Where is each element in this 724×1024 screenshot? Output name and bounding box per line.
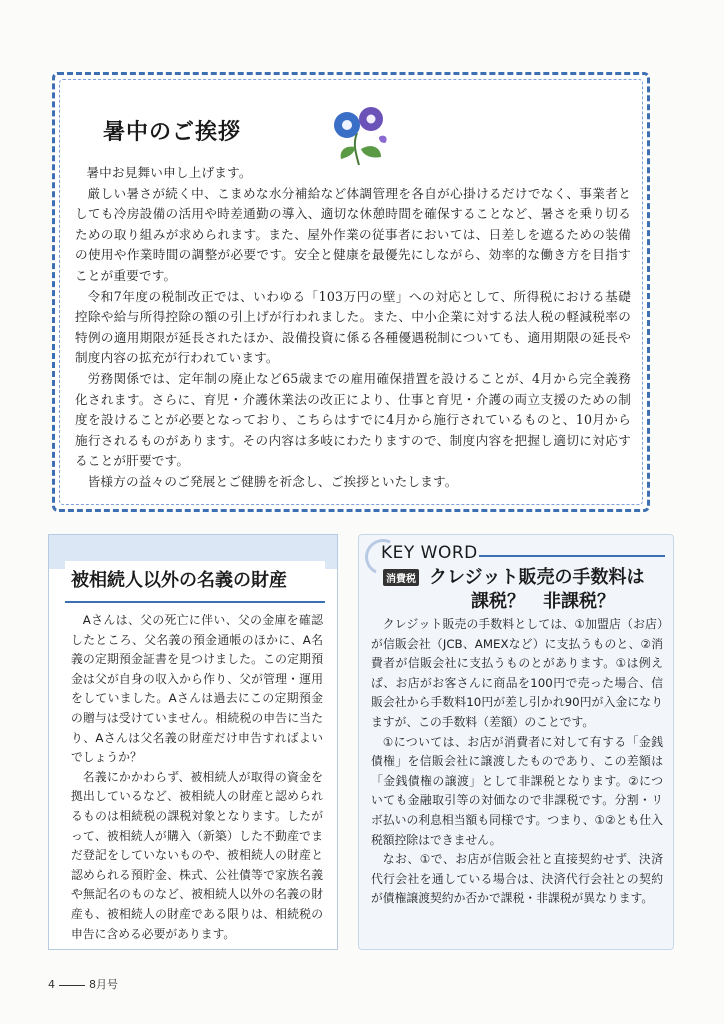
greeting-paragraph: 暑中お見舞い申し上げます。 [86,165,252,180]
keyword-article-body [371,615,663,909]
footer-dash [59,985,85,986]
greeting-paragraph: 厳しい暑さが続く中、こまめな水分補給など体調管理を各自が心掛けるだけでなく、事業者としても冷房設備の活用や時差通勤の導入、適切な休憩時間を確保することなど、暑さを乗り切るための取り組みが求められます。また、屋外作業の従事者においては、日差しを遮るための装備の使用や作業時間の調整が必要です。安全と健康を最優先にしながら、効率的な働き方を目指すことが重要です。 [75,185,631,283]
inheritance-article [48,534,338,950]
article-paragraph: 名義にかかわらず、被相続人が取得の資金を拠出しているなど、被相続人の財産と認められるものは相続税の課税対象となります。したがって、被相続人が購入（新築）した不動産でまだ登記をしていないものや、被相続人の財産と認められる預貯金、株式、公社債等で家族名義や無記名のものなど、被相続人以外の名義の財産も、被相続人の財産である限りは、相続税の申告に含める必要があります。 [71,769,323,941]
greeting-paragraph: 労務関係では、定年制の廃止など65歳までの雇用確保措置を設けることが、4月から完全義務化されます。さらに、育児・介護休業法の改正により、仕事と育児・介護の両立支援のための制度を設けることが必要となっており、こちらはすでに4月から施行されているものと、10月から施行されるものがあります。その内容は多岐にわたりますので、制度内容を把握し適切に対応することが肝要です。 [75,370,631,469]
keyword-article [358,534,674,950]
article-paragraph: クレジット販売の手数料としては、①加盟店（お店）が信販会社（JCB、AMEXなど）に支払うものと、②消費者が信販会社に支払うものとがあります。①は例えば、お店がお客さんに商品を100円で売った場合、信販会社から手数料10円が差し引かれ90円が入金になりますが、この手数料（差額）のことです。 [371,617,663,729]
article-paragraph: ①については、お店が消費者に対して有する「金銭債権」を信販会社に譲渡したものであり、この差額は「金銭債権の譲渡」として非課税となります。②についても金融取引等の対価なので非課税です。分割・リボ払いの利息相当額も同様です。つまり、①②とも仕入税額控除はできません。 [371,734,663,847]
article-paragraph: Aさんは、父の死亡に伴い、父の金庫を確認したところ、父名義の預金通帳のほかに、A名義の定期預金証書を見つけました。この定期預金は父が自身の収入から作り、父が管理・運用をしていました。Aさんは過去にこの定期預金の贈与は受けていません。相続税の申告に当たり、Aさんは父名義の財産だけ申告すればよいでしょうか？ [71,613,323,765]
keyword-title-line2: 課税？ 非課税？ [471,591,615,612]
greeting-body [75,163,631,493]
inheritance-article-title: 被相続人以外の名義の財産 [65,561,325,601]
keyword-title-line1: クレジット販売の手数料は [429,567,645,588]
keyword-divider [479,555,665,557]
greeting-paragraph: 令和7年度の税制改正では、いわゆる「103万円の壁」への対応として、所得税における基礎控除や給与所得控除の額の引上げが行われました。また、中小企業に対する法人税の軽減税率の特例の適用期限が延長されたほか、設備投資に係る各種優遇税制についても、適用期限の延長や制度内容の拡充が行われています。 [75,288,631,366]
category-tag: 消費税 [383,569,419,586]
morning-glory-icon [325,103,393,167]
greeting-title: 暑中のご挨拶 [103,119,242,145]
article-paragraph: なお、①で、お店が信販会社と直接契約せず、決済代行会社を通している場合は、決済代行会社との契約が債権譲渡契約か否かで課税・非課税が異なります。 [371,852,663,906]
page-footer [48,976,118,992]
issue-label: 8月号 [89,978,118,991]
page-number: 4 [48,978,55,991]
keyword-label: KEY WORD [381,543,478,563]
greeting-box [52,72,650,512]
inheritance-article-body [71,611,323,944]
greeting-paragraph: 皆様方の益々のご発展とご健勝を祈念し、ご挨拶といたします。 [87,473,458,489]
